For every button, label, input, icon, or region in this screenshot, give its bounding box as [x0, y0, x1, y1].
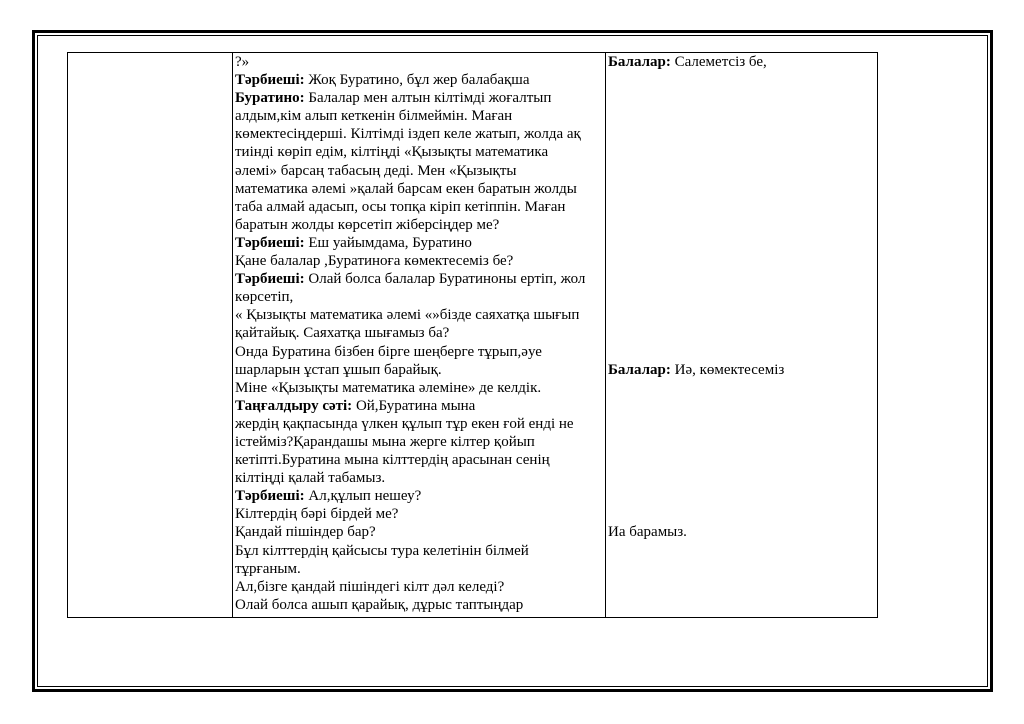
- text-line: Ал,бізге қандай пішіндегі кілт дәл келеді?: [235, 578, 505, 595]
- teacher-activity-cell: [233, 53, 606, 618]
- text-line: көмектесіңдерші. Кілтімді іздеп келе жатып, жолда ақ: [235, 126, 581, 143]
- text-line: Тәрбиеші: Ал,құлып нешеу?: [235, 488, 422, 505]
- children-response: Балалар: Салеметсіз бе,: [608, 54, 767, 70]
- text-line: Бұл кілттердің қайсысы тура келетінін білмей: [235, 542, 529, 559]
- text-line: алдым,кім алып кеткенін білмеймін. Маған: [235, 108, 513, 125]
- lesson-table: [67, 52, 878, 618]
- text-line: тиінді көріп едім, кілтіңді «Қызықты математика: [235, 144, 549, 161]
- children-response: Иа барамыз.: [608, 524, 687, 541]
- text-line: кетіпті.Буратина мына кілттердің арасынан сенің: [235, 452, 550, 469]
- text-line: Таңғалдыру сәті: Ой,Буратина мына: [235, 397, 476, 414]
- text-line: баратын жолды көрсетіп жіберсіңдер ме?: [235, 216, 500, 233]
- text-line: шарларын ұстап ұшып барайық.: [235, 361, 442, 378]
- text-line: әлемі» барсаң табасың деді. Мен «Қызықты: [235, 162, 517, 179]
- text-line: ?»: [235, 54, 250, 70]
- text-line: Кілтердің бәрі бірдей ме?: [235, 506, 399, 523]
- text-line: таба алмай адасып, осы топқа кіріп кетіппін. Маған: [235, 198, 566, 215]
- text-line: Тәрбиеші: Олай болса балалар Буратиноны ертіп, жол: [235, 271, 586, 288]
- text-line: кілтіңді қалай табамыз.: [235, 470, 386, 487]
- text-line: Міне «Қызықты математика әлеміне» де келдік.: [235, 379, 542, 396]
- text-line: Тәрбиеші: Еш уайымдама, Буратино: [235, 234, 472, 251]
- text-line: көрсетіп,: [235, 289, 294, 306]
- text-line: Қане балалар ,Буратиноға көмектесеміз бе?: [235, 253, 514, 270]
- text-line: қайтайық. Саяхатқа шығамыз ба?: [235, 325, 450, 342]
- text-line: жердің қақпасында үлкен құлып тұр екен ғой енді не: [235, 415, 574, 432]
- text-line: Қандай пішіндер бар?: [235, 524, 376, 541]
- text-line: істейміз?Қарандашы мына жерге кілтер қойып: [235, 433, 535, 450]
- children-activity-cell: [606, 53, 878, 618]
- text-line: тұрғаным.: [235, 560, 301, 577]
- text-line: Буратино: Балалар мен алтын кілтімді жоғалтып: [235, 90, 552, 107]
- children-response: Балалар: Иә, көмектесеміз: [608, 361, 785, 378]
- table-row: [68, 53, 878, 618]
- text-line: « Қызықты математика әлемі «»бізде саяхатқа шығып: [235, 307, 580, 324]
- text-line: математика әлемі »қалай барсам екен баратын жолды: [235, 180, 577, 197]
- text-line: Онда Буратина бізбен бірге шеңберге тұрып,әуе: [235, 343, 542, 360]
- stage-cell: [68, 53, 233, 618]
- text-line: Олай болса ашып қарайық, дұрыс таптыңдар: [235, 596, 524, 613]
- text-line: Тәрбиеші: Жоқ Буратино, бұл жер балабақша: [235, 72, 530, 89]
